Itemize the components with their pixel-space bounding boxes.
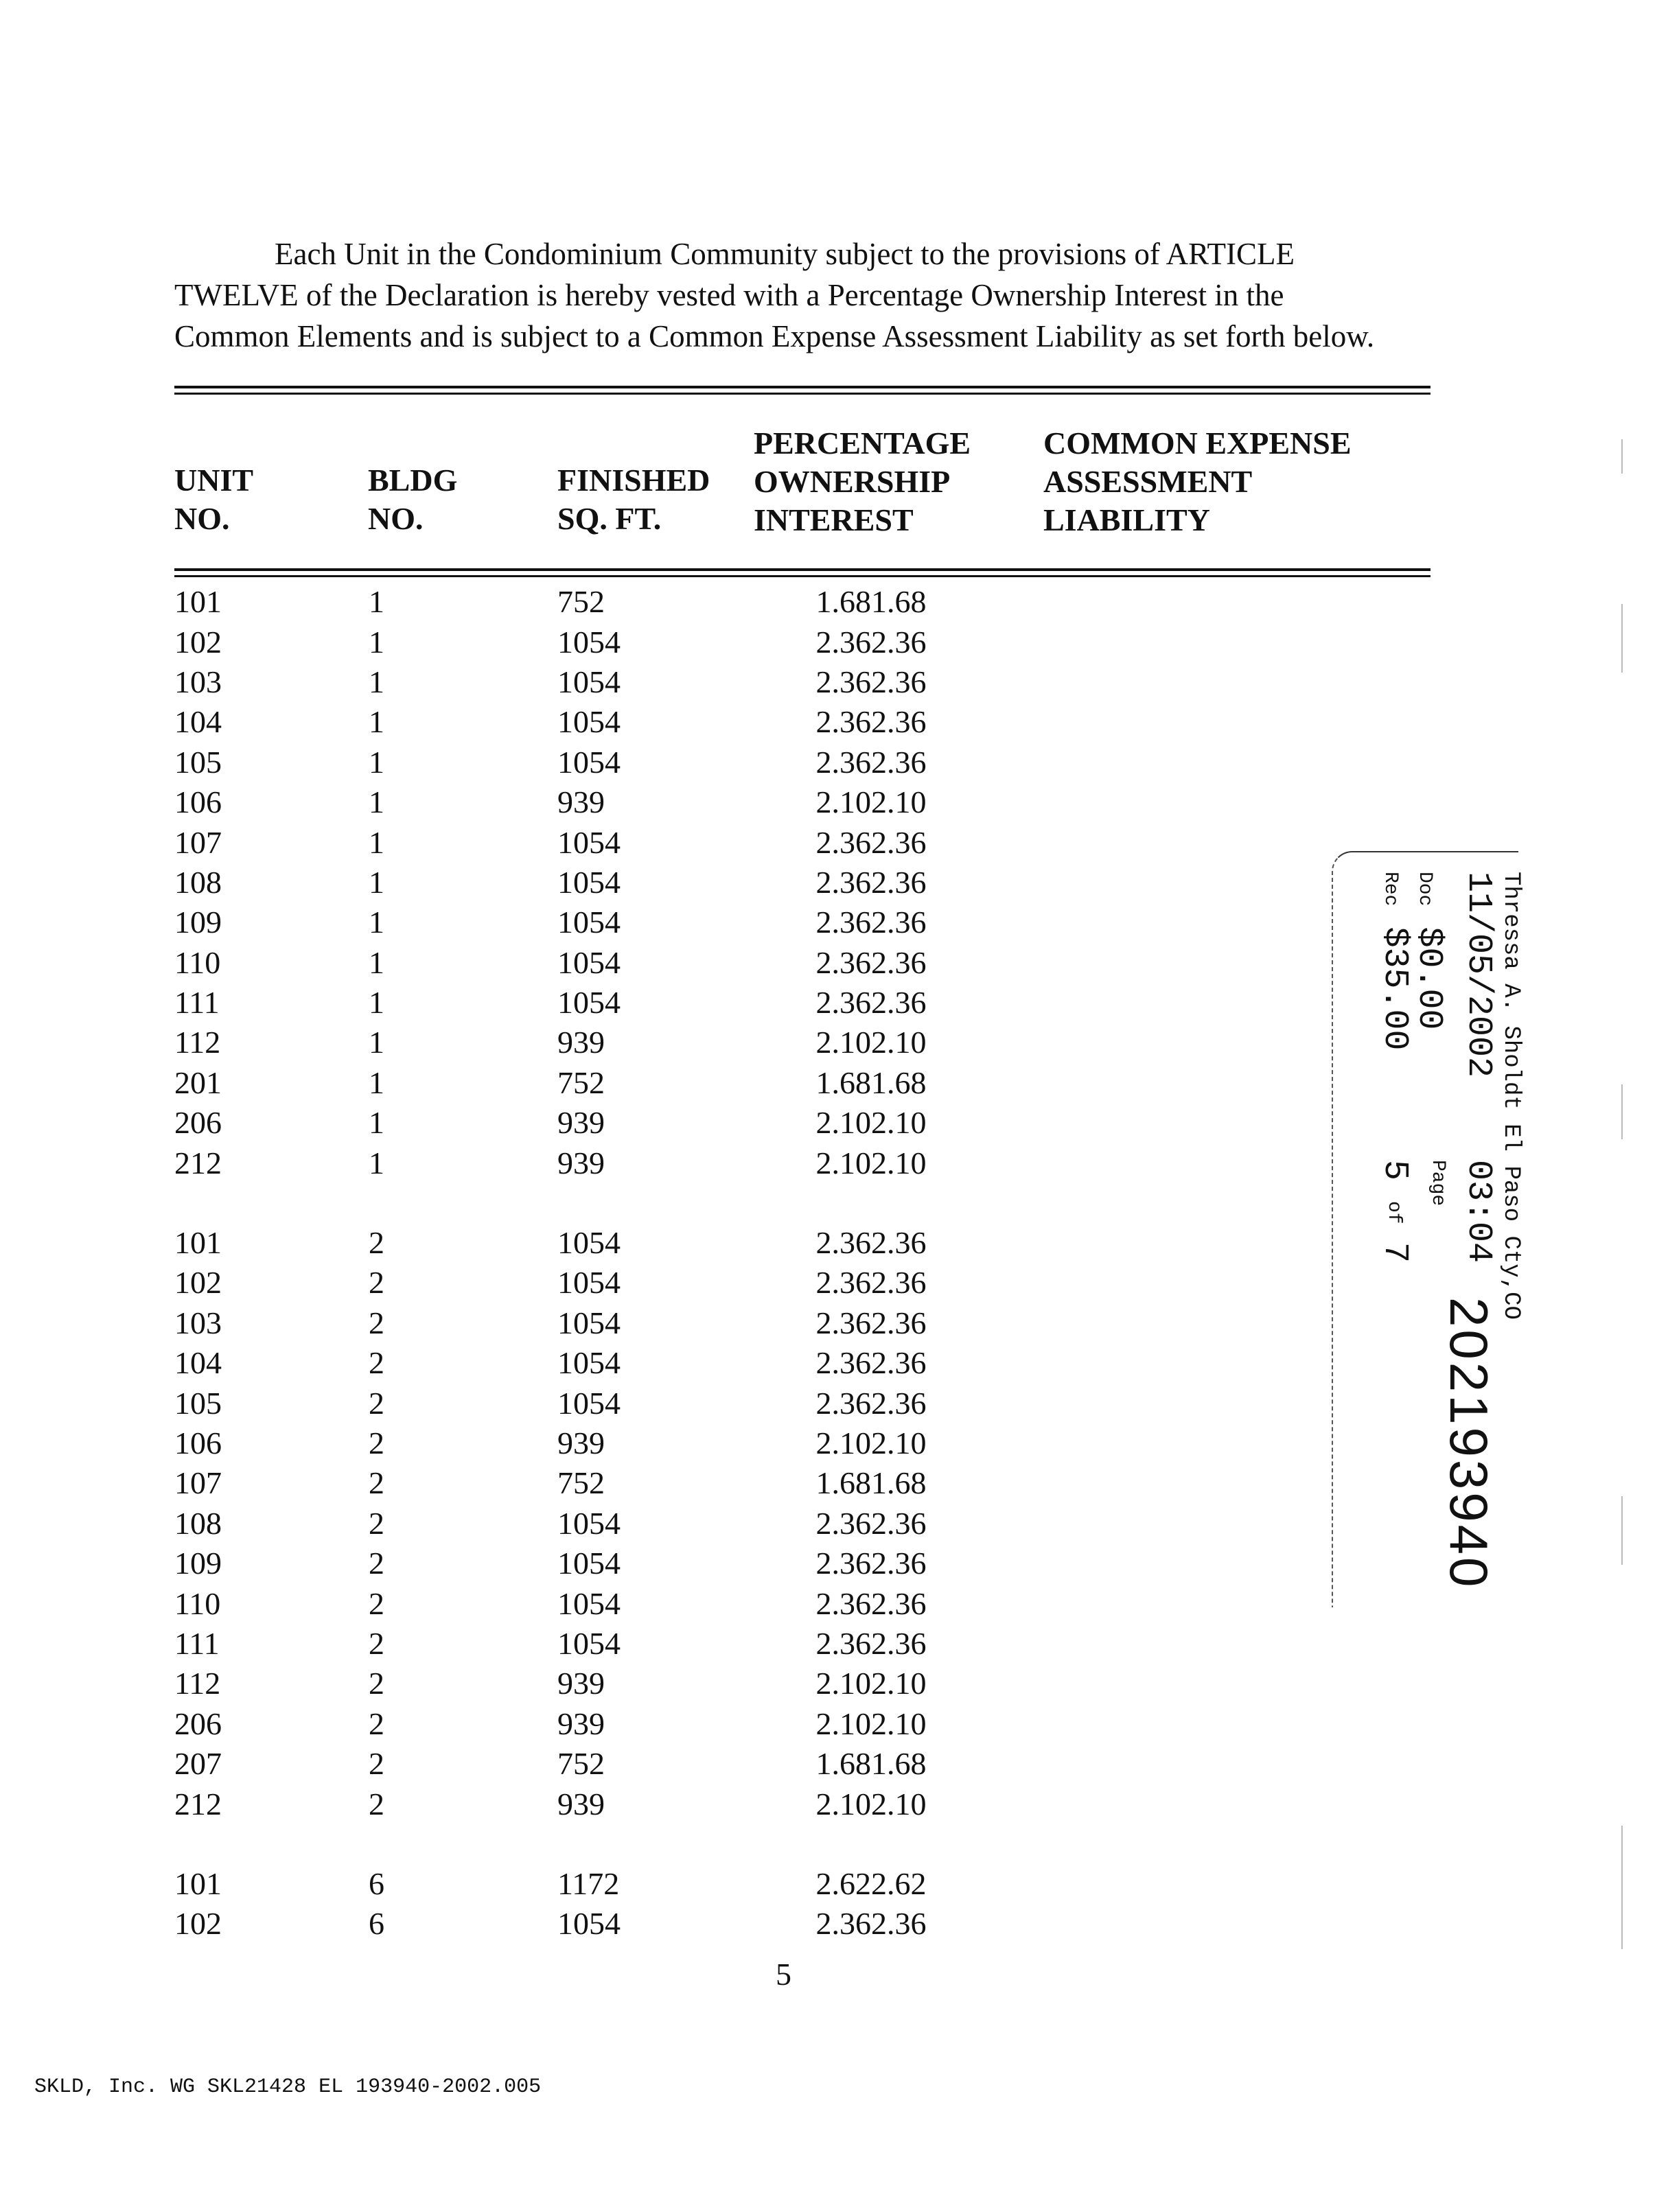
header-finished-sqft: FINISHED SQ. FT. [557, 463, 710, 536]
cell-finished-sqft: 1054 [557, 1345, 621, 1381]
cell-percentage-ownership: 2.10 [815, 1666, 871, 1701]
cell-finished-sqft: 1054 [557, 624, 621, 660]
unit-table [174, 582, 1050, 1944]
cell-common-expense: 2.36 [871, 905, 927, 940]
stamp-date: 11/05/2002 [1459, 872, 1498, 1078]
cell-finished-sqft: 1054 [557, 1225, 621, 1261]
cell-bldg-no: 1 [369, 985, 384, 1021]
cell-common-expense: 2.36 [871, 704, 927, 740]
stamp-rec-label: Rec [1380, 872, 1401, 907]
cell-unit-no: 112 [174, 1025, 221, 1060]
cell-common-expense: 2.10 [871, 784, 927, 820]
cell-finished-sqft: 939 [557, 1025, 605, 1060]
cell-finished-sqft: 939 [557, 784, 605, 820]
table-row [174, 1063, 1050, 1103]
cell-unit-no: 103 [174, 664, 222, 699]
cell-bldg-no: 6 [369, 1865, 384, 1901]
cell-bldg-no: 1 [369, 1145, 384, 1180]
group-spacer [174, 1824, 1050, 1864]
cell-percentage-ownership: 2.62 [815, 1865, 871, 1901]
stamp-doc-label: Doc [1414, 872, 1435, 907]
table-row [174, 1864, 1050, 1904]
table-row [174, 1263, 1050, 1303]
cell-common-expense: 2.36 [871, 1345, 927, 1381]
cell-bldg-no: 2 [369, 1225, 384, 1261]
footer-reference: SKLD, Inc. WG SKL21428 EL 193940-2002.005 [34, 2075, 542, 2099]
cell-common-expense: 2.36 [871, 744, 927, 780]
cell-percentage-ownership: 2.36 [815, 1385, 871, 1421]
table-row [174, 1463, 1050, 1503]
cell-percentage-ownership: 2.10 [815, 784, 871, 820]
table-row [174, 1704, 1050, 1744]
stamp-of-label: of [1383, 1201, 1404, 1224]
cell-unit-no: 212 [174, 1786, 222, 1821]
cell-common-expense: 2.36 [871, 1305, 927, 1340]
cell-bldg-no: 2 [369, 1546, 384, 1581]
stamp-page-label: Page [1427, 1160, 1448, 1207]
cell-common-expense: 2.62 [871, 1865, 927, 1901]
stamp-total-pages: 7 [1375, 1242, 1414, 1264]
header-unit-no: UNIT NO. [174, 463, 254, 536]
table-row [174, 1223, 1050, 1263]
cell-percentage-ownership: 2.36 [815, 1546, 871, 1581]
table-row [174, 1383, 1050, 1423]
cell-unit-no: 108 [174, 864, 222, 900]
cell-unit-no: 106 [174, 1425, 222, 1460]
table-row [174, 622, 1050, 662]
cell-percentage-ownership: 1.68 [815, 1465, 871, 1501]
table-row [174, 1343, 1050, 1383]
table-row [174, 1103, 1050, 1143]
header-bottom-rule [174, 568, 1430, 571]
table-row [174, 743, 1050, 782]
cell-percentage-ownership: 2.36 [815, 1225, 871, 1261]
cell-percentage-ownership: 2.36 [815, 824, 871, 860]
intro-line-1: Each Unit in the Condominium Community subject to the provisions of ARTICLE [275, 237, 1295, 271]
cell-bldg-no: 1 [369, 784, 384, 820]
cell-unit-no: 110 [174, 944, 221, 980]
cell-common-expense: 2.10 [871, 1105, 927, 1141]
cell-finished-sqft: 939 [557, 1705, 605, 1741]
table-row [174, 903, 1050, 942]
cell-unit-no: 101 [174, 1225, 222, 1261]
cell-percentage-ownership: 2.10 [815, 1425, 871, 1460]
cell-common-expense: 2.36 [871, 864, 927, 900]
cell-common-expense: 2.36 [871, 824, 927, 860]
cell-percentage-ownership: 2.36 [815, 1265, 871, 1301]
cell-bldg-no: 2 [369, 1786, 384, 1821]
cell-bldg-no: 2 [369, 1505, 384, 1541]
cell-bldg-no: 2 [369, 1585, 384, 1621]
cell-common-expense: 2.36 [871, 664, 927, 699]
cell-percentage-ownership: 2.36 [815, 704, 871, 740]
cell-finished-sqft: 1054 [557, 1385, 621, 1421]
cell-unit-no: 103 [174, 1305, 222, 1340]
header-top-rule [174, 386, 1430, 388]
table-row [174, 1664, 1050, 1703]
cell-unit-no: 207 [174, 1746, 222, 1782]
cell-bldg-no: 2 [369, 1265, 384, 1301]
cell-finished-sqft: 752 [557, 584, 605, 620]
group-spacer-cell [174, 1183, 1050, 1223]
table-row [174, 582, 1050, 622]
stamp-rec-line [1375, 872, 1414, 1264]
scan-margin-mark [1621, 1826, 1623, 1949]
cell-bldg-no: 2 [369, 1705, 384, 1741]
cell-percentage-ownership: 2.36 [815, 1505, 871, 1541]
cell-finished-sqft: 1172 [557, 1865, 620, 1901]
cell-bldg-no: 2 [369, 1345, 384, 1381]
stamp-doc-line [1409, 872, 1448, 1207]
cell-bldg-no: 2 [369, 1746, 384, 1782]
cell-bldg-no: 2 [369, 1465, 384, 1501]
cell-bldg-no: 1 [369, 905, 384, 940]
table-row [174, 662, 1050, 702]
intro-line-3: Common Elements and is subject to a Common Expense Assessment Liability as set forth below. [174, 319, 1375, 353]
cell-percentage-ownership: 2.10 [815, 1786, 871, 1821]
table-row [174, 822, 1050, 862]
cell-bldg-no: 1 [369, 1064, 384, 1100]
cell-unit-no: 112 [174, 1666, 221, 1701]
intro-line-2: TWELVE of the Declaration is hereby vested with a Percentage Ownership Interest in the [174, 278, 1284, 312]
cell-unit-no: 104 [174, 704, 222, 740]
group-spacer [174, 1183, 1050, 1223]
cell-unit-no: 106 [174, 784, 222, 820]
cell-finished-sqft: 1054 [557, 905, 621, 940]
header-common-expense: COMMON EXPENSE ASSESSMENT LIABILITY [1043, 426, 1352, 537]
cell-unit-no: 104 [174, 1345, 222, 1381]
cell-percentage-ownership: 1.68 [815, 1746, 871, 1782]
cell-bldg-no: 1 [369, 624, 384, 660]
cell-percentage-ownership: 2.36 [815, 664, 871, 699]
cell-unit-no: 102 [174, 1906, 222, 1942]
reception-number: 202193940 [1439, 1297, 1499, 1590]
scan-margin-mark [1621, 439, 1623, 474]
cell-unit-no: 102 [174, 624, 222, 660]
cell-unit-no: 109 [174, 1546, 222, 1581]
cell-finished-sqft: 939 [557, 1105, 605, 1141]
cell-bldg-no: 2 [369, 1385, 384, 1421]
stamp-datetime [1459, 872, 1498, 1264]
cell-finished-sqft: 1054 [557, 704, 621, 740]
cell-unit-no: 206 [174, 1705, 222, 1741]
stamp-doc-fee: $0.00 [1409, 927, 1448, 1030]
cell-percentage-ownership: 2.36 [815, 1906, 871, 1942]
cell-percentage-ownership: 2.36 [815, 744, 871, 780]
table-row [174, 1784, 1050, 1824]
cell-percentage-ownership: 2.36 [815, 905, 871, 940]
cell-percentage-ownership: 2.36 [815, 985, 871, 1021]
cell-finished-sqft: 1054 [557, 1906, 621, 1942]
scan-margin-mark [1621, 1084, 1623, 1139]
cell-percentage-ownership: 2.10 [815, 1145, 871, 1180]
table-row [174, 1303, 1050, 1343]
cell-finished-sqft: 1054 [557, 1305, 621, 1340]
cell-common-expense: 1.68 [871, 1064, 927, 1100]
cell-common-expense: 2.10 [871, 1705, 927, 1741]
cell-bldg-no: 2 [369, 1425, 384, 1460]
cell-unit-no: 105 [174, 1385, 222, 1421]
cell-unit-no: 105 [174, 744, 222, 780]
stamp-page: 5 [1375, 1160, 1414, 1181]
cell-bldg-no: 1 [369, 664, 384, 699]
table-row [174, 1544, 1050, 1583]
cell-finished-sqft: 1054 [557, 664, 621, 699]
unit-table-body [174, 582, 1050, 1944]
cell-bldg-no: 1 [369, 584, 384, 620]
cell-bldg-no: 1 [369, 704, 384, 740]
cell-unit-no: 107 [174, 824, 222, 860]
header-bldg-no: BLDG NO. [368, 463, 458, 536]
cell-finished-sqft: 1054 [557, 1265, 621, 1301]
table-row [174, 863, 1050, 903]
cell-bldg-no: 2 [369, 1625, 384, 1661]
cell-common-expense: 1.68 [871, 1465, 927, 1501]
table-row [174, 1624, 1050, 1664]
cell-unit-no: 111 [174, 985, 220, 1021]
cell-percentage-ownership: 2.10 [815, 1105, 871, 1141]
cell-common-expense: 1.68 [871, 584, 927, 620]
table-row [174, 1504, 1050, 1544]
cell-finished-sqft: 1054 [557, 1585, 621, 1621]
cell-percentage-ownership: 2.36 [815, 1625, 871, 1661]
page-number: 5 [776, 1957, 791, 1992]
cell-finished-sqft: 939 [557, 1425, 605, 1460]
cell-percentage-ownership: 2.36 [815, 1305, 871, 1340]
table-row [174, 1423, 1050, 1463]
cell-bldg-no: 2 [369, 1666, 384, 1701]
cell-unit-no: 101 [174, 584, 222, 620]
stamp-rec-fee: $35.00 [1375, 927, 1414, 1051]
stamp-time: 03:04 [1459, 1160, 1498, 1264]
cell-finished-sqft: 752 [557, 1465, 605, 1501]
cell-finished-sqft: 1054 [557, 1625, 621, 1661]
cell-finished-sqft: 1054 [557, 824, 621, 860]
cell-unit-no: 111 [174, 1625, 220, 1661]
cell-unit-no: 206 [174, 1105, 222, 1141]
table-row [174, 782, 1050, 822]
table-row [174, 1583, 1050, 1623]
scan-margin-mark [1621, 1496, 1623, 1565]
stamp-recorder: Thressa A. Sholdt El Paso Cty,CO [1498, 872, 1524, 1320]
table-row [174, 1744, 1050, 1784]
cell-common-expense: 2.36 [871, 1505, 927, 1541]
cell-unit-no: 102 [174, 1265, 222, 1301]
cell-unit-no: 201 [174, 1064, 222, 1100]
cell-common-expense: 2.36 [871, 1385, 927, 1421]
cell-finished-sqft: 1054 [557, 985, 621, 1021]
cell-common-expense: 2.10 [871, 1145, 927, 1180]
group-spacer-cell [174, 1824, 1050, 1864]
cell-unit-no: 109 [174, 905, 222, 940]
cell-common-expense: 2.36 [871, 1585, 927, 1621]
cell-common-expense: 2.36 [871, 624, 927, 660]
cell-percentage-ownership: 2.36 [815, 624, 871, 660]
cell-bldg-no: 6 [369, 1906, 384, 1942]
cell-finished-sqft: 1054 [557, 864, 621, 900]
cell-common-expense: 2.10 [871, 1666, 927, 1701]
cell-common-expense: 2.10 [871, 1786, 927, 1821]
table-row [174, 702, 1050, 742]
cell-unit-no: 212 [174, 1145, 222, 1180]
header-percentage-ownership: PERCENTAGE OWNERSHIP INTEREST [754, 426, 971, 537]
table-row [174, 1904, 1050, 1944]
cell-bldg-no: 1 [369, 864, 384, 900]
cell-finished-sqft: 939 [557, 1145, 605, 1180]
cell-common-expense: 2.36 [871, 944, 927, 980]
table-row [174, 1023, 1050, 1062]
cell-bldg-no: 1 [369, 744, 384, 780]
cell-unit-no: 110 [174, 1585, 221, 1621]
cell-finished-sqft: 752 [557, 1064, 605, 1100]
cell-percentage-ownership: 2.36 [815, 864, 871, 900]
cell-bldg-no: 1 [369, 1025, 384, 1060]
intro-paragraph [174, 233, 1430, 357]
cell-common-expense: 2.36 [871, 1546, 927, 1581]
cell-percentage-ownership: 2.10 [815, 1705, 871, 1741]
cell-bldg-no: 1 [369, 1105, 384, 1141]
cell-common-expense: 2.36 [871, 985, 927, 1021]
cell-unit-no: 108 [174, 1505, 222, 1541]
cell-finished-sqft: 939 [557, 1786, 605, 1821]
cell-finished-sqft: 1054 [557, 744, 621, 780]
cell-percentage-ownership: 2.10 [815, 1025, 871, 1060]
cell-finished-sqft: 1054 [557, 1505, 621, 1541]
cell-bldg-no: 1 [369, 944, 384, 980]
cell-finished-sqft: 1054 [557, 1546, 621, 1581]
table-row [174, 1143, 1050, 1183]
table-row [174, 983, 1050, 1023]
cell-common-expense: 2.36 [871, 1265, 927, 1301]
cell-common-expense: 2.10 [871, 1425, 927, 1460]
cell-finished-sqft: 939 [557, 1666, 605, 1701]
cell-common-expense: 2.36 [871, 1625, 927, 1661]
cell-unit-no: 107 [174, 1465, 222, 1501]
scan-margin-mark [1621, 604, 1623, 673]
table-row [174, 943, 1050, 983]
cell-common-expense: 2.10 [871, 1025, 927, 1060]
cell-unit-no: 101 [174, 1865, 222, 1901]
cell-percentage-ownership: 1.68 [815, 1064, 871, 1100]
cell-bldg-no: 1 [369, 824, 384, 860]
cell-percentage-ownership: 2.36 [815, 1345, 871, 1381]
cell-bldg-no: 2 [369, 1305, 384, 1340]
cell-finished-sqft: 1054 [557, 944, 621, 980]
cell-common-expense: 1.68 [871, 1746, 927, 1782]
cell-common-expense: 2.36 [871, 1906, 927, 1942]
cell-percentage-ownership: 2.36 [815, 944, 871, 980]
cell-percentage-ownership: 2.36 [815, 1585, 871, 1621]
cell-finished-sqft: 752 [557, 1746, 605, 1782]
cell-percentage-ownership: 1.68 [815, 584, 871, 620]
cell-common-expense: 2.36 [871, 1225, 927, 1261]
